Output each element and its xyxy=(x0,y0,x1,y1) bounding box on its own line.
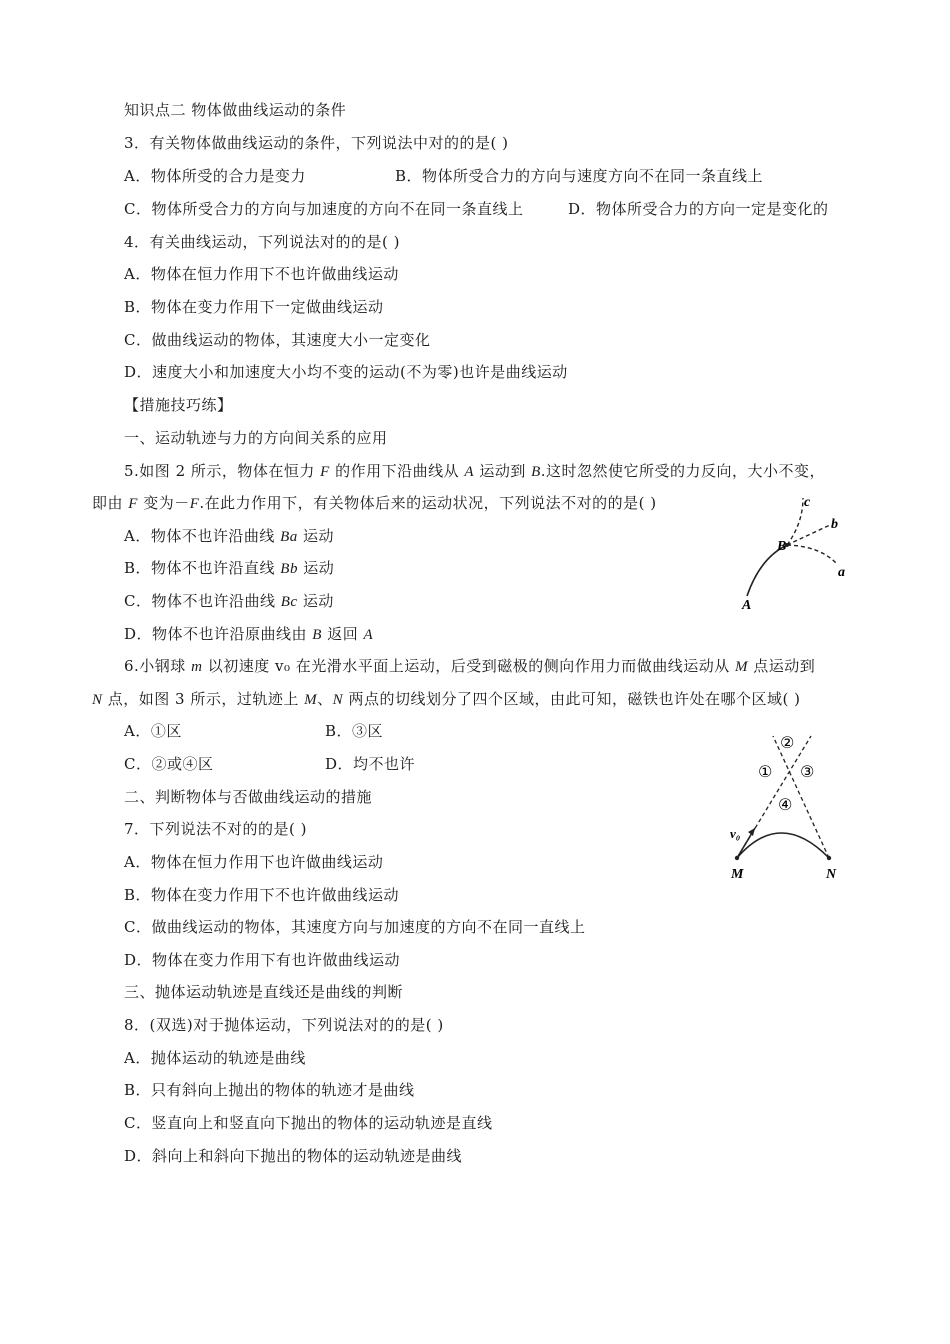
q6-option-d: D．均不也许 xyxy=(325,755,416,773)
q5-line-b xyxy=(787,525,830,545)
q5-curve-a xyxy=(787,545,837,564)
q5-option-c: C．物体不也许沿曲线 Bc 运动 xyxy=(124,592,334,610)
q6-label-v0: v₀ xyxy=(730,826,741,841)
q3-stem: 3．有关物体做曲线运动的条件，下列说法中对的的是( ) xyxy=(124,134,509,152)
section-k2-heading: 知识点二 物体做曲线运动的条件 xyxy=(124,101,347,119)
q6-region-figure xyxy=(725,728,855,888)
q5-label-a: a xyxy=(838,565,845,580)
q3-option-c: C．物体所受合力的方向与加速度的方向不在同一条直线上 xyxy=(124,200,524,218)
q5-label-A: A xyxy=(742,598,752,613)
q4-option-b: B．物体在变力作用下一定做曲线运动 xyxy=(124,298,384,316)
q6-option-a: A．①区 xyxy=(124,722,182,740)
q6-arrow-head xyxy=(748,828,755,836)
q6-option-b: B．③区 xyxy=(325,722,384,740)
q6-region-1: ① xyxy=(758,762,773,781)
q5-stem-line1: 5.如图 2 所示，物体在恒力 F 的作用下沿曲线从 A 运动到 B.这时忽然使它所受的力反向，大小不变， xyxy=(124,462,826,480)
q6-region-2: ② xyxy=(780,733,795,752)
q6-region-4: ④ xyxy=(778,795,793,814)
q8-option-b: B．只有斜向上抛出的物体的轨迹才是曲线 xyxy=(124,1081,415,1099)
q8-option-d: D．斜向上和斜向下抛出的物体的运动轨迹是曲线 xyxy=(124,1147,463,1165)
q5-option-d: D．物体不也许沿原曲线由 B 返回 A xyxy=(124,625,374,643)
q5-stem-line2: 即由 F 变为－F.在此力作用下，有关物体后来的运动状况，下列说法不对的的是( ) xyxy=(92,494,657,512)
section-methods-heading: 【措施技巧练】 xyxy=(124,396,233,414)
q8-option-c: C．竖直向上和竖直向下抛出的物体的运动轨迹是直线 xyxy=(124,1114,493,1132)
q5-option-b: B．物体不也许沿直线 Bb 运动 xyxy=(124,559,335,577)
q6-label-N: N xyxy=(826,867,837,882)
q6-region-3: ③ xyxy=(800,762,815,781)
q5-trajectory-figure xyxy=(725,488,865,618)
q5-label-c: c xyxy=(804,495,811,510)
section-m3-heading: 三、抛体运动轨迹是直线还是曲线的判断 xyxy=(124,983,404,1001)
q5-option-a: A．物体不也许沿曲线 Ba 运动 xyxy=(124,527,335,545)
q7-stem: 7．下列说法不对的的是( ) xyxy=(124,820,308,838)
q7-option-c: C．做曲线运动的物体，其速度方向与加速度的方向不在同一直线上 xyxy=(124,918,586,936)
section-m2-heading: 二、判断物体与否做曲线运动的措施 xyxy=(124,788,373,806)
q3-option-d: D．物体所受合力的方向一定是变化的 xyxy=(568,200,829,218)
q7-option-d: D．物体在变力作用下有也许做曲线运动 xyxy=(124,951,401,969)
q7-option-a: A．物体在恒力作用下也许做曲线运动 xyxy=(124,853,384,871)
q7-option-b: B．物体在变力作用下不也许做曲线运动 xyxy=(124,886,400,904)
q3-option-a: A．物体所受的合力是变力 xyxy=(124,167,306,185)
q6-label-M: M xyxy=(731,867,744,882)
q6-stem-line1: 6.小钢球 m 以初速度 v₀ 在光滑水平面上运动，后受到磁极的侧向作用力而做曲线运动从 M 点运动到 xyxy=(124,657,816,675)
q8-stem: 8．(双选)对于抛体运动，下列说法对的的是( ) xyxy=(124,1016,444,1034)
q6-point-n xyxy=(827,856,831,860)
q5-label-B: B xyxy=(777,539,787,554)
q4-stem: 4．有关曲线运动，下列说法对的的是( ) xyxy=(124,233,401,251)
q6-stem-line2: N 点，如图 3 所示，过轨迹上 M、N 两点的切线划分了四个区域，由此可知，磁铁也许处在哪个区域( ) xyxy=(92,690,801,708)
q4-option-c: C．做曲线运动的物体，其速度大小一定变化 xyxy=(124,331,431,349)
q5-label-b: b xyxy=(831,517,838,532)
q3-option-b: B．物体所受合力的方向与速度方向不在同一条直线上 xyxy=(395,167,764,185)
q4-option-a: A．物体在恒力作用下不也许做曲线运动 xyxy=(124,265,399,283)
section-m1-heading: 一、运动轨迹与力的方向间关系的应用 xyxy=(124,429,388,447)
q6-option-c: C．②或④区 xyxy=(124,755,214,773)
q6-point-m xyxy=(735,856,739,860)
q6-trajectory xyxy=(737,833,829,858)
q8-option-a: A．抛体运动的轨迹是曲线 xyxy=(124,1049,306,1067)
q4-option-d: D．速度大小和加速度大小均不变的运动(不为零)也许是曲线运动 xyxy=(124,363,568,381)
